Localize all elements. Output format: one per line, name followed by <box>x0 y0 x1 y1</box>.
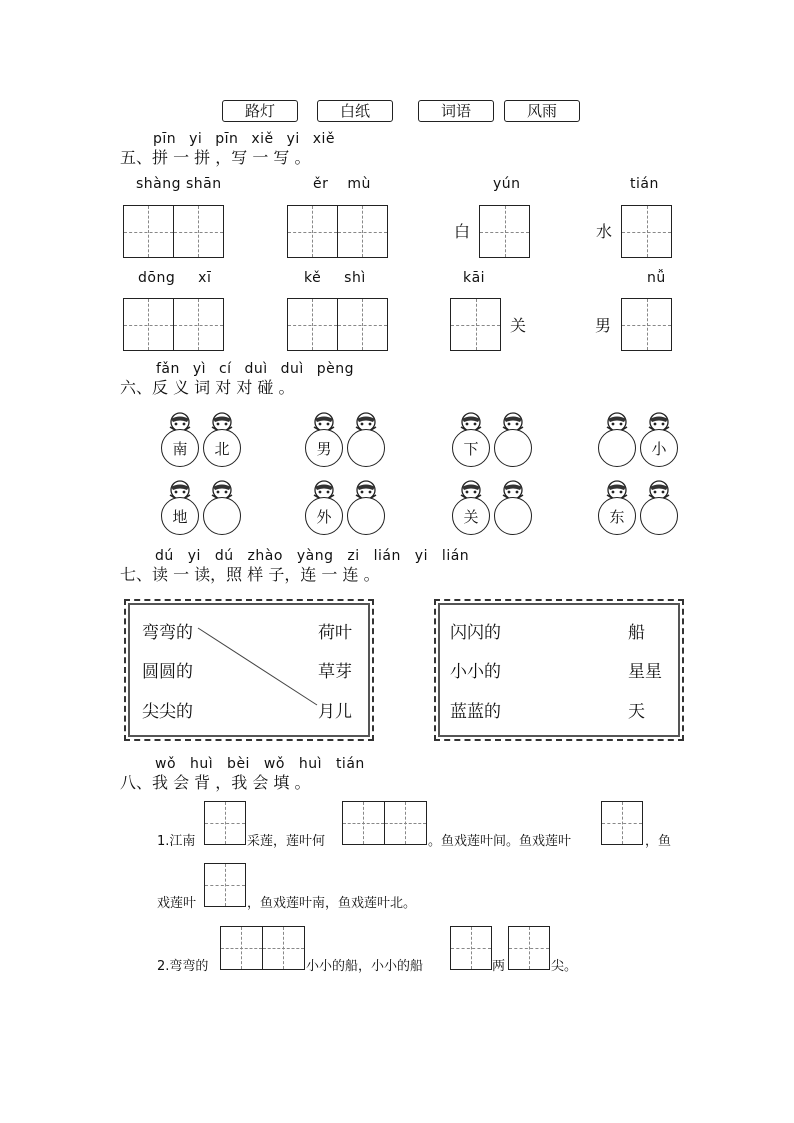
pinyin-label: kě shì <box>304 270 366 286</box>
antonym-circle[interactable]: 外 <box>305 497 343 535</box>
poem-text: 。鱼戏莲叶间。鱼戏莲叶 <box>428 834 572 849</box>
section7-pinyin: dú yi dú zhào yàng zi lián yi lián <box>155 548 470 564</box>
antonym-circle[interactable]: 地 <box>161 497 199 535</box>
pinyin-label: shàng shān <box>136 176 222 192</box>
word-bank-item: 风雨 <box>504 100 580 122</box>
word-bank-item: 词语 <box>418 100 494 122</box>
poem-text: ，鱼 <box>645 834 672 849</box>
section6-title: 六、反 义 词 对 对 碰 。 <box>120 378 295 397</box>
section5-pinyin: pīn yi pīn xiě yi xiě <box>153 131 335 147</box>
match-right-item[interactable]: 月儿 <box>318 702 352 722</box>
match-left-item[interactable]: 小小的 <box>450 662 501 682</box>
fill-grid[interactable] <box>450 926 492 970</box>
given-character: 白 <box>454 222 471 241</box>
match-left-item[interactable]: 弯弯的 <box>142 623 193 643</box>
antonym-circle[interactable]: 小 <box>640 429 678 467</box>
poem-text: 尖。 <box>551 959 578 974</box>
section6-pinyin: fǎn yì cí duì duì pèng <box>156 361 354 377</box>
poem-text: 小小的船，小小的船 <box>306 959 424 974</box>
section7-title: 七、读 一 读，照 样 子，连 一 连 。 <box>120 565 380 584</box>
fill-grid[interactable] <box>204 863 246 907</box>
pinyin-label: dōng xī <box>138 270 212 286</box>
antonym-circle[interactable]: 南 <box>161 429 199 467</box>
match-left-item[interactable]: 圆圆的 <box>142 662 193 682</box>
match-left-item[interactable]: 闪闪的 <box>450 623 501 643</box>
match-right-item[interactable]: 船 <box>628 623 645 643</box>
word-bank-item: 白纸 <box>317 100 393 122</box>
antonym-circle[interactable]: 男 <box>305 429 343 467</box>
section8-title: 八、我 会 背 ，我 会 填 。 <box>120 773 311 792</box>
match-right-item[interactable]: 荷叶 <box>318 623 352 643</box>
fill-grid[interactable] <box>508 926 550 970</box>
match-right-item[interactable]: 草芽 <box>318 662 352 682</box>
poem-text: ，鱼戏莲叶南，鱼戏莲叶北。 <box>247 896 417 911</box>
section8-pinyin: wǒ huì bèi wǒ huì tián <box>155 756 365 772</box>
poem-text: 戏莲叶 <box>157 896 197 911</box>
match-left-item[interactable]: 尖尖的 <box>142 702 193 722</box>
fill-grid[interactable] <box>342 801 427 845</box>
given-character: 男 <box>595 316 612 335</box>
poem-text: 2.弯弯的 <box>157 959 209 974</box>
antonym-circle[interactable]: 北 <box>203 429 241 467</box>
poem-text: 采莲，莲叶何 <box>247 834 326 849</box>
section5-title: 五、拼 一 拼 ，写 一 写 。 <box>120 148 311 167</box>
fill-grid[interactable] <box>204 801 246 845</box>
given-character: 关 <box>510 316 527 335</box>
antonym-circle[interactable]: 关 <box>452 497 490 535</box>
pinyin-label: yún <box>493 176 521 192</box>
poem-text: 1.江南 <box>157 834 196 849</box>
match-left-item[interactable]: 蓝蓝的 <box>450 702 501 722</box>
poem-text: 两 <box>492 959 506 974</box>
antonym-circle[interactable]: 下 <box>452 429 490 467</box>
pinyin-label: tián <box>630 176 659 192</box>
pinyin-label: kāi <box>463 270 486 286</box>
match-right-item[interactable]: 星星 <box>628 662 662 682</box>
pinyin-label: ěr mù <box>313 176 371 192</box>
antonym-circle[interactable]: 东 <box>598 497 636 535</box>
fill-grid[interactable] <box>220 926 305 970</box>
pinyin-label: nǚ <box>647 270 666 286</box>
word-bank-item: 路灯 <box>222 100 298 122</box>
fill-grid[interactable] <box>601 801 643 845</box>
match-right-item[interactable]: 天 <box>628 702 645 722</box>
given-character: 水 <box>596 222 613 241</box>
